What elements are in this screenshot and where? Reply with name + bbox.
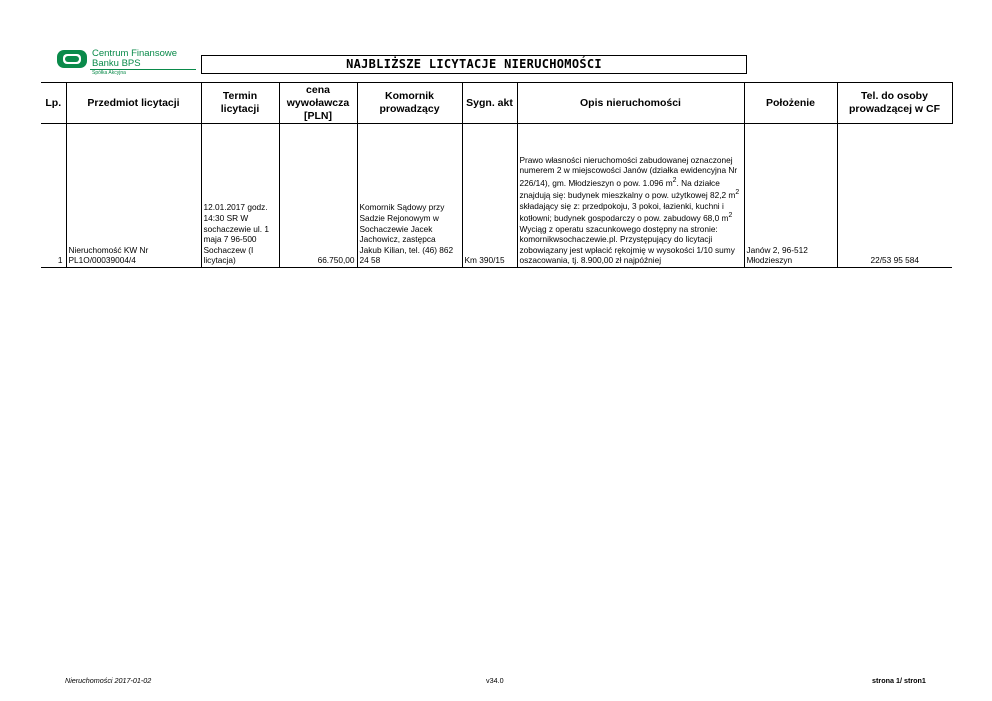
page-title: NAJBLIŻSZE LICYTACJE NIERUCHOMOŚCI	[201, 55, 747, 74]
table-header-row	[41, 83, 952, 124]
opis-sup-3: 2	[728, 212, 733, 220]
auction-table	[41, 82, 953, 268]
header-lp: Lp.	[41, 83, 66, 124]
footer-date: Nieruchomości 2017-01-02	[65, 676, 152, 685]
logo-text-line3: Spółka Akcyjna	[92, 70, 126, 76]
opis-sup-2: 2	[735, 189, 740, 197]
header-przedmiot: Przedmiot licytacji	[66, 83, 201, 124]
cell-przedmiot: Nieruchomość KW Nr PL1O/00039004/4	[66, 124, 201, 268]
header-polozenie: Położenie	[744, 83, 837, 124]
header-tel: Tel. do osoby prowadzącej w CF	[837, 83, 952, 124]
cell-lp: 1	[41, 124, 66, 268]
footer-version: v34.0	[486, 676, 504, 685]
header-sygn: Sygn. akt	[462, 83, 517, 124]
footer-page-number: strona 1/ stron1	[872, 676, 926, 685]
cell-opis	[517, 124, 744, 268]
opis-part-4: Wyciąg z operatu szacunkowego dostępny na stronie: komornikwsochaczewie.pl. Przystępujący do licytacji zobowiązany jest wpłacić rękojmię w wysokości 1/10 sumy oszacowania, tj. 8.900,00 zł najpóźniej	[519, 223, 735, 266]
opis-part-2: . Na działce znajdują się: budynek mieszkalny o pow. użytkowej 82,2 m	[519, 177, 736, 201]
cell-komornik: Komornik Sądowy przy Sadzie Rejonowym w Sochaczewie Jacek Jachowicz, zastępca Jakub Kilian, tel. (46) 862 24 58	[357, 124, 462, 268]
opis-sup-1: 2	[672, 176, 677, 184]
opis-part-3: składający się z: przedpokoju, 3 pokoi, łazienki, kuchni i kotłowni; budynek gospodarczy o pow. zabudowy 68,0 m	[519, 200, 729, 224]
logo-text-line1: Centrum Finansowe	[92, 48, 178, 59]
cell-sygn: Km 390/15	[462, 124, 517, 268]
opis-part-1: Prawo własności nieruchomości zabudowanej oznaczonej numerem 2 w miejscowości Janów (działka ewidencyjna Nr 226/14), gm. Młodzieszyn o pow. 1.096 m	[519, 154, 738, 188]
header-opis: Opis nieruchomości	[517, 83, 744, 124]
header-komornik: Komornik prowadzący	[357, 83, 462, 124]
company-logo	[56, 48, 196, 80]
bank-logo-icon	[56, 48, 90, 70]
cell-tel: 22/53 95 584	[837, 124, 952, 268]
header-termin: Termin licytacji	[201, 83, 279, 124]
logo-text-line2: Banku BPS	[92, 58, 141, 69]
cell-termin: 12.01.2017 godz. 14:30 SR W sochaczewie ul. 1 maja 7 96-500 Sochaczew (I licytacja)	[201, 124, 279, 268]
cell-polozenie: Janów 2, 96-512 Młodzieszyn	[744, 124, 837, 268]
header-cena: cena wywoławcza [PLN]	[279, 83, 357, 124]
table-row	[41, 124, 952, 268]
cell-cena: 66.750,00	[279, 124, 357, 268]
